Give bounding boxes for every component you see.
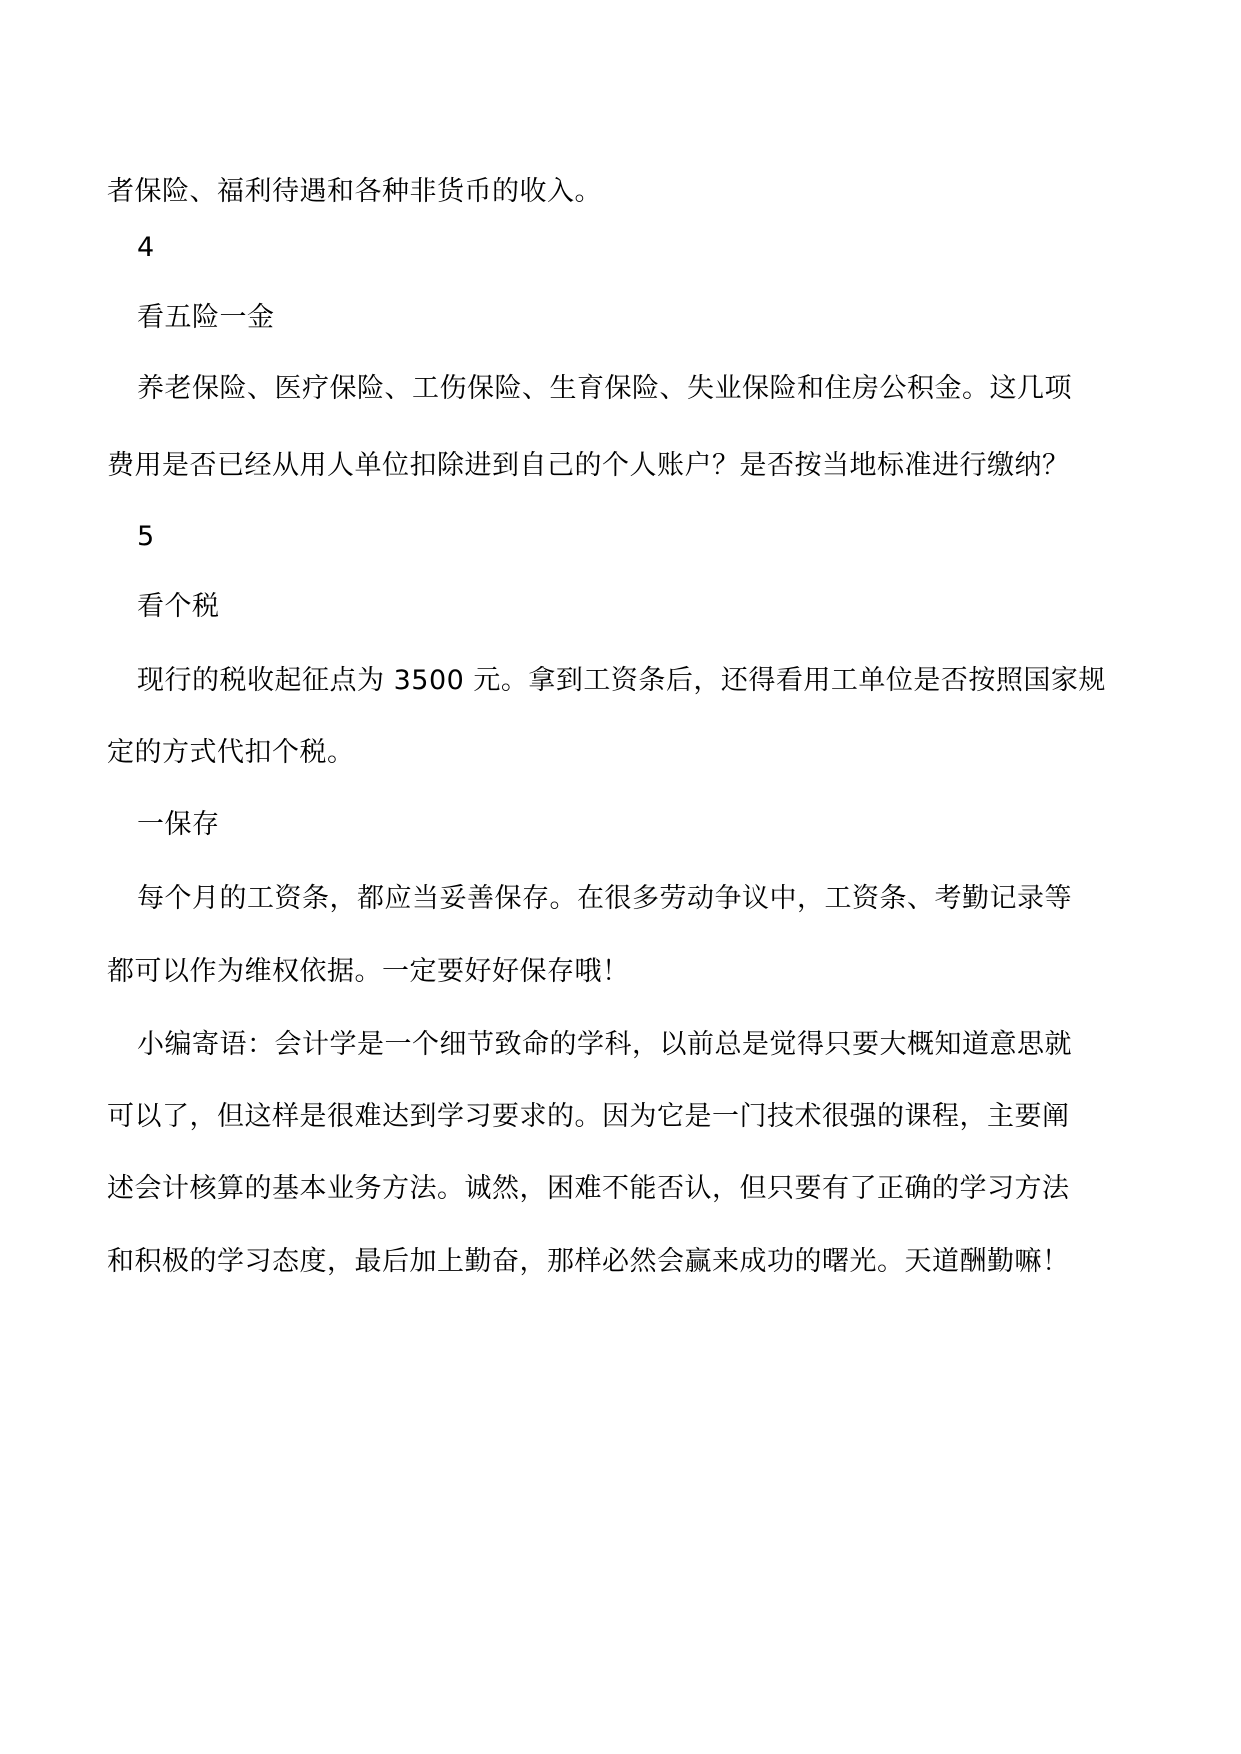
section-number-5: 5 xyxy=(137,521,155,552)
paragraph-line: 养老保险、医疗保险、工伤保险、生育保险、失业保险和住房公积金。这几项 xyxy=(137,373,1072,404)
section-heading-income-tax: 看个税 xyxy=(137,591,220,622)
section-heading-keep: 一保存 xyxy=(137,809,220,840)
editor-note-line: 可以了，但这样是很难达到学习要求的。因为它是一门技术很强的课程，主要阐 xyxy=(107,1101,1070,1132)
paragraph-line: 每个月的工资条，都应当妥善保存。在很多劳动争议中，工资条、考勤记录等 xyxy=(137,883,1072,914)
section-heading-five-insurances: 看五险一金 xyxy=(137,302,275,333)
editor-note-line: 述会计核算的基本业务方法。诚然，困难不能否认，但只要有了正确的学习方法 xyxy=(107,1173,1070,1204)
editor-note-line: 小编寄语：会计学是一个细节致命的学科，以前总是觉得只要大概知道意思就 xyxy=(137,1029,1072,1060)
paragraph-line: 现行的税收起征点为 3500 元。拿到工资条后，还得看用工单位是否按照国家规 xyxy=(137,665,1106,696)
section-number-4: 4 xyxy=(137,232,155,263)
paragraph-line: 费用是否已经从用人单位扣除进到自己的个人账户？是否按当地标准进行缴纳？ xyxy=(107,450,1070,481)
paragraph-line: 定的方式代扣个税。 xyxy=(107,737,355,768)
editor-note-line: 和积极的学习态度，最后加上勤奋，那样必然会赢来成功的曙光。天道酬勤嘛！ xyxy=(107,1246,1070,1277)
paragraph-line: 都可以作为维权依据。一定要好好保存哦！ xyxy=(107,956,630,987)
paragraph-line-continuation: 者保险、福利待遇和各种非货币的收入。 xyxy=(107,176,602,207)
